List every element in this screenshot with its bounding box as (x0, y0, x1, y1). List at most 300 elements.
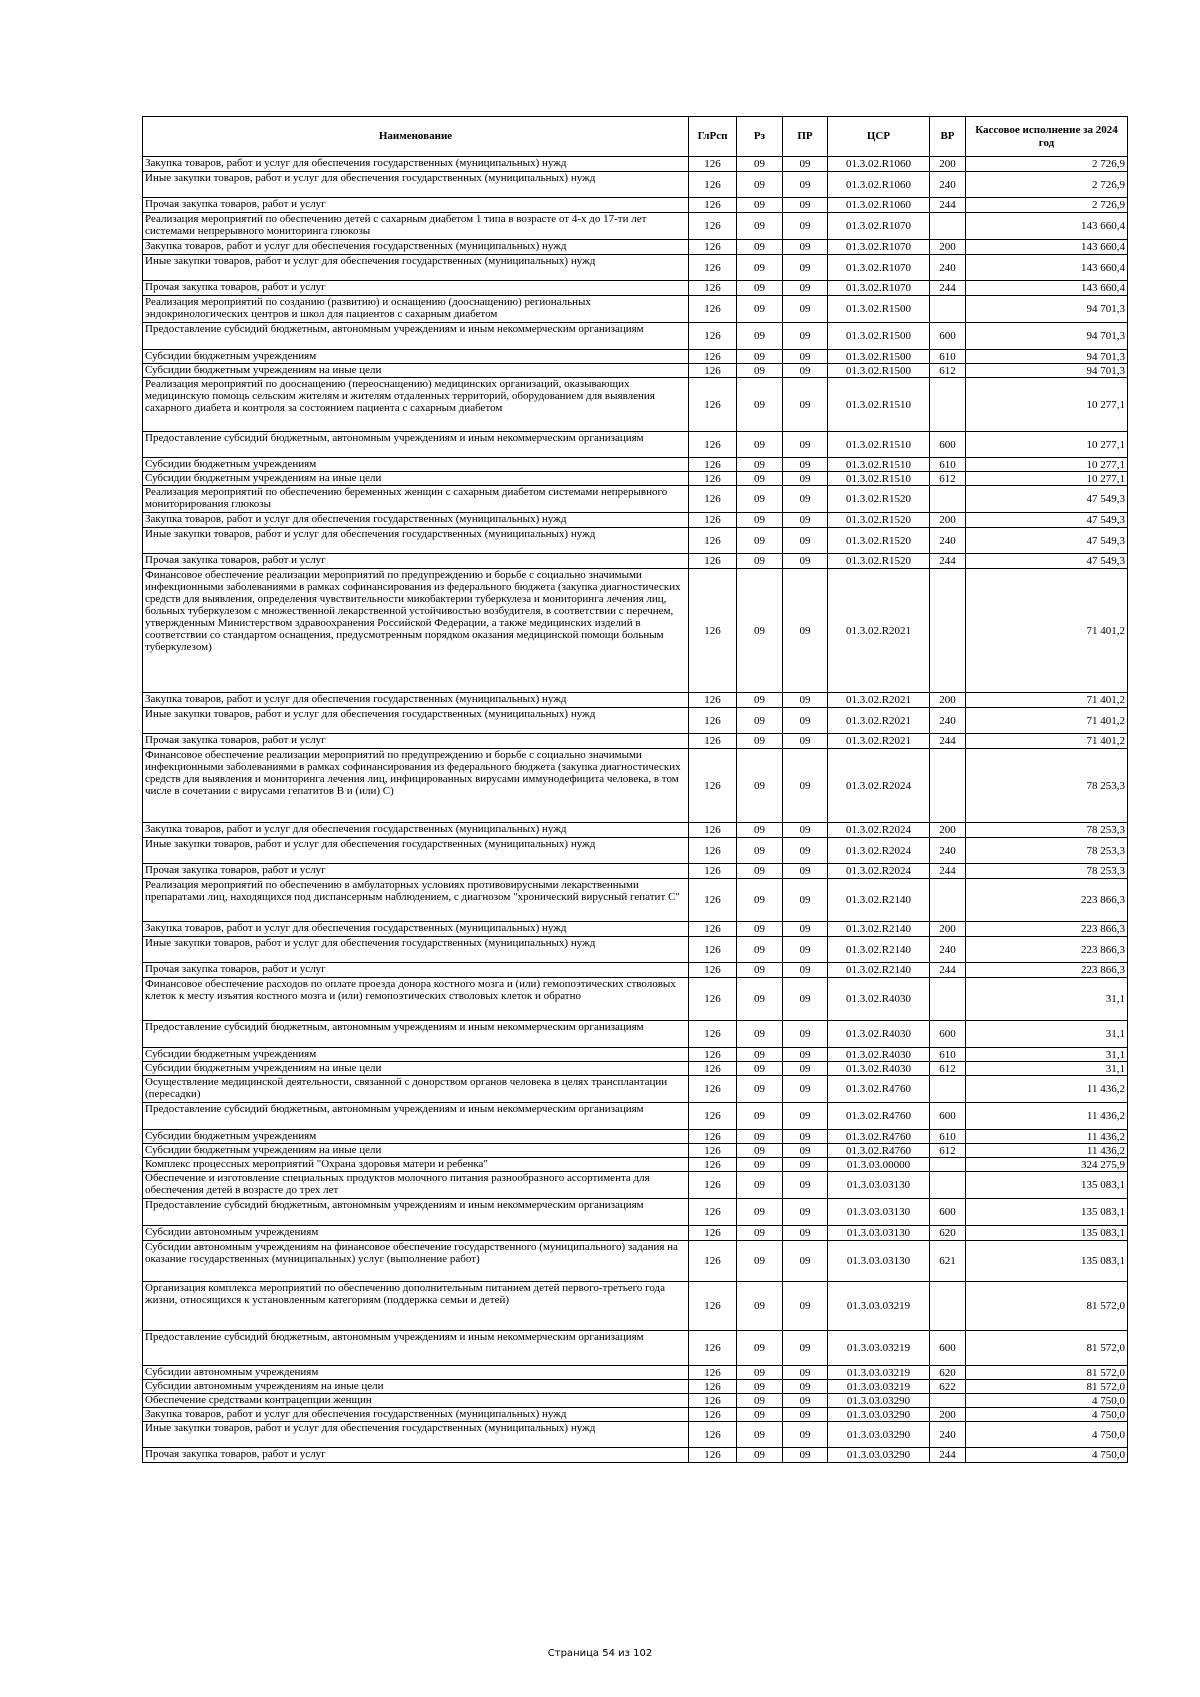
table-row (143, 1331, 1128, 1366)
table-row (143, 693, 1128, 708)
cell-amount: 78 253,3 (966, 823, 1128, 838)
cell-vr (930, 213, 966, 240)
cell-name: Субсидии автономным учреждениям (143, 1366, 689, 1380)
cell-csr: 01.3.02.R2024 (828, 838, 930, 864)
cell-vr: 600 (930, 432, 966, 458)
table-row (143, 1366, 1128, 1380)
cell-vr: 622 (930, 1380, 966, 1394)
cell-name: Закупка товаров, работ и услуг для обеспечения государственных (муниципальных) нужд (143, 823, 689, 838)
cell-amount: 94 701,3 (966, 350, 1128, 364)
header-execution: Кассовое исполнение за 2024 год (966, 117, 1128, 157)
cell-amount: 11 436,2 (966, 1076, 1128, 1103)
cell-pr: 09 (783, 1076, 828, 1103)
cell-vr (930, 1394, 966, 1408)
cell-vr: 610 (930, 1048, 966, 1062)
cell-name: Иные закупки товаров, работ и услуг для обеспечения государственных (муниципальных) нужд (143, 838, 689, 864)
cell-vr: 610 (930, 350, 966, 364)
cell-amount: 10 277,1 (966, 472, 1128, 486)
table-row (143, 1380, 1128, 1394)
cell-pr: 09 (783, 1144, 828, 1158)
cell-vr (930, 1076, 966, 1103)
cell-rz: 09 (737, 922, 783, 937)
cell-name: Иные закупки товаров, работ и услуг для обеспечения государственных (муниципальных) нужд (143, 172, 689, 198)
cell-glrsp: 126 (689, 240, 737, 255)
cell-rz: 09 (737, 1226, 783, 1241)
table-row (143, 1394, 1128, 1408)
cell-csr: 01.3.02.R2140 (828, 922, 930, 937)
page-footer: Страница 54 из 102 (547, 1648, 653, 1659)
cell-glrsp: 126 (689, 734, 737, 749)
cell-rz: 09 (737, 1199, 783, 1226)
cell-pr: 09 (783, 1380, 828, 1394)
cell-vr: 200 (930, 1408, 966, 1422)
cell-rz: 09 (737, 528, 783, 554)
cell-vr: 600 (930, 1331, 966, 1366)
cell-glrsp: 126 (689, 172, 737, 198)
cell-amount: 31,1 (966, 1062, 1128, 1076)
cell-glrsp: 126 (689, 1448, 737, 1463)
cell-name: Закупка товаров, работ и услуг для обеспечения государственных (муниципальных) нужд (143, 240, 689, 255)
table-row (143, 1422, 1128, 1448)
cell-pr: 09 (783, 1062, 828, 1076)
cell-pr: 09 (783, 323, 828, 350)
cell-name: Прочая закупка товаров, работ и услуг (143, 734, 689, 749)
cell-amount: 143 660,4 (966, 240, 1128, 255)
cell-amount: 71 401,2 (966, 708, 1128, 734)
table-row (143, 472, 1128, 486)
cell-rz: 09 (737, 323, 783, 350)
cell-name: Прочая закупка товаров, работ и услуг (143, 1448, 689, 1463)
cell-rz: 09 (737, 296, 783, 323)
cell-vr: 612 (930, 1062, 966, 1076)
cell-name: Прочая закупка товаров, работ и услуг (143, 198, 689, 213)
table-row (143, 879, 1128, 922)
cell-rz: 09 (737, 364, 783, 378)
cell-rz: 09 (737, 1422, 783, 1448)
cell-pr: 09 (783, 528, 828, 554)
cell-name: Субсидии бюджетным учреждениям (143, 1048, 689, 1062)
cell-name: Осуществление медицинской деятельности, связанной с донорством органов человека в целях трансплантации (пересадки) (143, 1076, 689, 1103)
cell-name: Прочая закупка товаров, работ и услуг (143, 963, 689, 978)
table-row (143, 1172, 1128, 1199)
cell-amount: 143 660,4 (966, 281, 1128, 296)
cell-csr: 01.3.03.03130 (828, 1172, 930, 1199)
cell-pr: 09 (783, 1158, 828, 1172)
cell-vr (930, 378, 966, 432)
table-row (143, 1130, 1128, 1144)
cell-pr: 09 (783, 172, 828, 198)
table-row (143, 937, 1128, 963)
cell-csr: 01.3.03.03219 (828, 1380, 930, 1394)
cell-rz: 09 (737, 255, 783, 281)
cell-vr: 620 (930, 1226, 966, 1241)
cell-pr: 09 (783, 1048, 828, 1062)
cell-pr: 09 (783, 823, 828, 838)
cell-pr: 09 (783, 486, 828, 513)
cell-amount: 223 866,3 (966, 922, 1128, 937)
cell-rz: 09 (737, 1048, 783, 1062)
cell-glrsp: 126 (689, 1282, 737, 1331)
cell-name: Предоставление субсидий бюджетным, автономным учреждениям и иным некоммерческим организациям (143, 432, 689, 458)
cell-csr: 01.3.02.R2140 (828, 963, 930, 978)
cell-name: Субсидии автономным учреждениям на финансовое обеспечение государственного (муниципального) задания на оказание государственных (муниципальных) услуг (выполнение работ) (143, 1241, 689, 1282)
cell-vr: 620 (930, 1366, 966, 1380)
cell-csr: 01.3.02.R1510 (828, 378, 930, 432)
cell-glrsp: 126 (689, 978, 737, 1021)
cell-amount: 135 083,1 (966, 1241, 1128, 1282)
cell-rz: 09 (737, 281, 783, 296)
cell-amount: 143 660,4 (966, 213, 1128, 240)
cell-name: Иные закупки товаров, работ и услуг для обеспечения государственных (муниципальных) нужд (143, 1422, 689, 1448)
cell-pr: 09 (783, 1331, 828, 1366)
table-row (143, 569, 1128, 693)
table-row (143, 978, 1128, 1021)
cell-name: Обеспечение и изготовление специальных продуктов молочного питания разнообразного ассортимента для обеспечения детей в возрасте до трех лет (143, 1172, 689, 1199)
cell-vr: 200 (930, 513, 966, 528)
cell-name: Субсидии автономным учреждениям на иные цели (143, 1380, 689, 1394)
cell-csr: 01.3.02.R2021 (828, 708, 930, 734)
cell-csr: 01.3.02.R1500 (828, 323, 930, 350)
table-row (143, 157, 1128, 172)
cell-glrsp: 126 (689, 1366, 737, 1380)
cell-name: Предоставление субсидий бюджетным, автономным учреждениям и иным некоммерческим организациям (143, 1103, 689, 1130)
cell-csr: 01.3.02.R1520 (828, 513, 930, 528)
cell-pr: 09 (783, 963, 828, 978)
cell-vr: 612 (930, 1144, 966, 1158)
cell-rz: 09 (737, 864, 783, 879)
cell-name: Субсидии бюджетным учреждениям на иные цели (143, 472, 689, 486)
table-row (143, 1282, 1128, 1331)
cell-vr: 244 (930, 864, 966, 879)
cell-glrsp: 126 (689, 1172, 737, 1199)
cell-csr: 01.3.02.R2024 (828, 823, 930, 838)
cell-rz: 09 (737, 1366, 783, 1380)
cell-rz: 09 (737, 1144, 783, 1158)
cell-rz: 09 (737, 172, 783, 198)
cell-csr: 01.3.02.R1060 (828, 198, 930, 213)
cell-glrsp: 126 (689, 708, 737, 734)
cell-amount: 4 750,0 (966, 1422, 1128, 1448)
cell-csr: 01.3.02.R1520 (828, 528, 930, 554)
table-row (143, 198, 1128, 213)
table-row (143, 240, 1128, 255)
cell-rz: 09 (737, 213, 783, 240)
cell-amount: 4 750,0 (966, 1394, 1128, 1408)
cell-vr: 610 (930, 458, 966, 472)
table-header-row (143, 117, 1128, 157)
table-row (143, 1103, 1128, 1130)
cell-rz: 09 (737, 1282, 783, 1331)
cell-vr: 200 (930, 922, 966, 937)
cell-vr: 240 (930, 937, 966, 963)
cell-name: Предоставление субсидий бюджетным, автономным учреждениям и иным некоммерческим организациям (143, 1199, 689, 1226)
cell-amount: 94 701,3 (966, 323, 1128, 350)
table-row (143, 963, 1128, 978)
cell-pr: 09 (783, 157, 828, 172)
cell-csr: 01.3.02.R1070 (828, 213, 930, 240)
cell-name: Прочая закупка товаров, работ и услуг (143, 864, 689, 879)
cell-csr: 01.3.03.03290 (828, 1448, 930, 1463)
table-row (143, 1048, 1128, 1062)
cell-rz: 09 (737, 1103, 783, 1130)
cell-rz: 09 (737, 1172, 783, 1199)
cell-vr: 200 (930, 157, 966, 172)
cell-pr: 09 (783, 1366, 828, 1380)
cell-glrsp: 126 (689, 350, 737, 364)
table-row (143, 1241, 1128, 1282)
cell-glrsp: 126 (689, 364, 737, 378)
cell-name: Субсидии бюджетным учреждениям на иные цели (143, 1062, 689, 1076)
cell-amount: 81 572,0 (966, 1331, 1128, 1366)
cell-pr: 09 (783, 255, 828, 281)
cell-pr: 09 (783, 240, 828, 255)
cell-csr: 01.3.02.R1510 (828, 472, 930, 486)
cell-pr: 09 (783, 554, 828, 569)
cell-amount: 47 549,3 (966, 486, 1128, 513)
cell-rz: 09 (737, 350, 783, 364)
cell-vr: 244 (930, 734, 966, 749)
cell-vr: 244 (930, 198, 966, 213)
cell-amount: 10 277,1 (966, 432, 1128, 458)
cell-name: Предоставление субсидий бюджетным, автономным учреждениям и иным некоммерческим организациям (143, 1331, 689, 1366)
cell-glrsp: 126 (689, 513, 737, 528)
cell-vr (930, 296, 966, 323)
table-row (143, 1158, 1128, 1172)
cell-glrsp: 126 (689, 1380, 737, 1394)
cell-csr: 01.3.02.R1500 (828, 350, 930, 364)
cell-vr (930, 749, 966, 823)
cell-glrsp: 126 (689, 432, 737, 458)
table-row (143, 213, 1128, 240)
cell-amount: 47 549,3 (966, 528, 1128, 554)
table-row (143, 823, 1128, 838)
cell-glrsp: 126 (689, 1062, 737, 1076)
cell-vr: 612 (930, 472, 966, 486)
cell-name: Закупка товаров, работ и услуг для обеспечения государственных (муниципальных) нужд (143, 693, 689, 708)
cell-pr: 09 (783, 458, 828, 472)
cell-glrsp: 126 (689, 1331, 737, 1366)
cell-vr: 600 (930, 1021, 966, 1048)
cell-pr: 09 (783, 213, 828, 240)
cell-name: Комплекс процессных мероприятий "Охрана здоровья матери и ребенка" (143, 1158, 689, 1172)
cell-amount: 71 401,2 (966, 693, 1128, 708)
cell-vr: 240 (930, 708, 966, 734)
cell-csr: 01.3.02.R2021 (828, 734, 930, 749)
cell-rz: 09 (737, 198, 783, 213)
cell-csr: 01.3.03.03130 (828, 1199, 930, 1226)
cell-pr: 09 (783, 1408, 828, 1422)
cell-csr: 01.3.02.R4760 (828, 1144, 930, 1158)
table-row (143, 554, 1128, 569)
cell-amount: 94 701,3 (966, 364, 1128, 378)
cell-csr: 01.3.02.R1070 (828, 240, 930, 255)
cell-csr: 01.3.02.R2024 (828, 864, 930, 879)
cell-amount: 143 660,4 (966, 255, 1128, 281)
header-glrsp: ГлРсп (689, 117, 737, 157)
cell-amount: 2 726,9 (966, 198, 1128, 213)
cell-pr: 09 (783, 472, 828, 486)
cell-rz: 09 (737, 1408, 783, 1422)
table-row (143, 1062, 1128, 1076)
cell-csr: 01.3.02.R2024 (828, 749, 930, 823)
cell-amount: 31,1 (966, 1021, 1128, 1048)
cell-pr: 09 (783, 879, 828, 922)
cell-glrsp: 126 (689, 1130, 737, 1144)
cell-pr: 09 (783, 1226, 828, 1241)
cell-csr: 01.3.02.R1510 (828, 432, 930, 458)
cell-csr: 01.3.02.R4760 (828, 1103, 930, 1130)
cell-glrsp: 126 (689, 1076, 737, 1103)
cell-name: Реализация мероприятий по созданию (развитию) и оснащению (дооснащению) региональных эндокринологических центров и школ для пациентов с сахарным диабетом (143, 296, 689, 323)
cell-csr: 01.3.02.R2021 (828, 693, 930, 708)
cell-glrsp: 126 (689, 1158, 737, 1172)
cell-name: Субсидии автономным учреждениям (143, 1226, 689, 1241)
cell-vr: 621 (930, 1241, 966, 1282)
cell-pr: 09 (783, 1422, 828, 1448)
cell-pr: 09 (783, 432, 828, 458)
cell-vr (930, 569, 966, 693)
cell-vr: 240 (930, 1422, 966, 1448)
cell-rz: 09 (737, 693, 783, 708)
cell-vr: 200 (930, 240, 966, 255)
cell-rz: 09 (737, 1158, 783, 1172)
cell-name: Финансовое обеспечение расходов по оплате проезда донора костного мозга и (или) гемопоэтических стволовых клеток к месту изъятия костного мозга и (или) гемопоэтических стволовых клеток и обратно (143, 978, 689, 1021)
cell-csr: 01.3.03.03219 (828, 1366, 930, 1380)
cell-csr: 01.3.03.03290 (828, 1422, 930, 1448)
table-row (143, 296, 1128, 323)
cell-pr: 09 (783, 734, 828, 749)
cell-glrsp: 126 (689, 472, 737, 486)
cell-glrsp: 126 (689, 1226, 737, 1241)
cell-rz: 09 (737, 1241, 783, 1282)
cell-name: Финансовое обеспечение реализации мероприятий по предупреждению и борьбе с социально значимыми инфекционными заболеваниями в рамках софинансирования из федерального бюджета (закупка диагностических средств для выявления и мониторинга лечения лиц, инфицированных вирусами иммунодефицита человека, в том числе в сочетании с вирусами гепатитов B и (или) C) (143, 749, 689, 823)
table-row (143, 255, 1128, 281)
cell-glrsp: 126 (689, 963, 737, 978)
cell-name: Реализация мероприятий по обеспечению беременных женщин с сахарным диабетом системами непрерывного мониторирования глюкозы (143, 486, 689, 513)
table-row (143, 486, 1128, 513)
budget-execution-table (142, 116, 1128, 1463)
cell-csr: 01.3.03.03290 (828, 1408, 930, 1422)
cell-amount: 47 549,3 (966, 513, 1128, 528)
table-row (143, 281, 1128, 296)
cell-name: Финансовое обеспечение реализации мероприятий по предупреждению и борьбе с социально значимыми инфекционными заболеваниями в рамках софинансирования из федерального бюджета (закупка диагностических средств для выявления, определения чувствительности микобактерии туберкулеза и мониторинга лечения лиц, больных туберкулезом с множественной лекарственной устойчивостью возбудителя, в соответствии с перечнем, утвержденным Министерством здравоохранения Российской Федерации, а также медицинских изделий в соответствии со стандартом оснащения, предусмотренным порядком оказания медицинской помощи больным туберкулезом) (143, 569, 689, 693)
cell-pr: 09 (783, 1282, 828, 1331)
cell-pr: 09 (783, 1199, 828, 1226)
cell-csr: 01.3.02.R4760 (828, 1076, 930, 1103)
cell-pr: 09 (783, 937, 828, 963)
cell-pr: 09 (783, 364, 828, 378)
cell-rz: 09 (737, 1062, 783, 1076)
cell-vr: 600 (930, 1199, 966, 1226)
cell-pr: 09 (783, 296, 828, 323)
cell-rz: 09 (737, 823, 783, 838)
cell-glrsp: 126 (689, 255, 737, 281)
table-row (143, 378, 1128, 432)
cell-name: Прочая закупка товаров, работ и услуг (143, 281, 689, 296)
cell-glrsp: 126 (689, 486, 737, 513)
cell-name: Субсидии бюджетным учреждениям (143, 350, 689, 364)
cell-glrsp: 126 (689, 198, 737, 213)
cell-amount: 47 549,3 (966, 554, 1128, 569)
cell-vr: 240 (930, 528, 966, 554)
cell-pr: 09 (783, 1241, 828, 1282)
cell-rz: 09 (737, 1130, 783, 1144)
cell-amount: 11 436,2 (966, 1130, 1128, 1144)
cell-amount: 223 866,3 (966, 963, 1128, 978)
cell-name: Прочая закупка товаров, работ и услуг (143, 554, 689, 569)
cell-glrsp: 126 (689, 1048, 737, 1062)
cell-vr: 610 (930, 1130, 966, 1144)
cell-csr: 01.3.02.R4030 (828, 978, 930, 1021)
table-row (143, 172, 1128, 198)
cell-amount: 78 253,3 (966, 838, 1128, 864)
cell-amount: 94 701,3 (966, 296, 1128, 323)
cell-name: Закупка товаров, работ и услуг для обеспечения государственных (муниципальных) нужд (143, 157, 689, 172)
cell-csr: 01.3.02.R4030 (828, 1062, 930, 1076)
cell-vr: 240 (930, 255, 966, 281)
cell-glrsp: 126 (689, 864, 737, 879)
cell-vr: 244 (930, 1448, 966, 1463)
cell-rz: 09 (737, 1021, 783, 1048)
cell-csr: 01.3.02.R1070 (828, 255, 930, 281)
cell-csr: 01.3.02.R1070 (828, 281, 930, 296)
cell-vr: 240 (930, 172, 966, 198)
table-row (143, 432, 1128, 458)
cell-amount: 78 253,3 (966, 749, 1128, 823)
cell-glrsp: 126 (689, 1241, 737, 1282)
cell-glrsp: 126 (689, 823, 737, 838)
cell-pr: 09 (783, 1448, 828, 1463)
cell-glrsp: 126 (689, 879, 737, 922)
cell-glrsp: 126 (689, 528, 737, 554)
cell-vr (930, 978, 966, 1021)
cell-glrsp: 126 (689, 378, 737, 432)
cell-amount: 135 083,1 (966, 1172, 1128, 1199)
cell-name: Иные закупки товаров, работ и услуг для обеспечения государственных (муниципальных) нужд (143, 937, 689, 963)
cell-pr: 09 (783, 1021, 828, 1048)
cell-pr: 09 (783, 281, 828, 296)
cell-rz: 09 (737, 432, 783, 458)
cell-pr: 09 (783, 693, 828, 708)
cell-csr: 01.3.02.R1500 (828, 364, 930, 378)
table-row (143, 458, 1128, 472)
cell-csr: 01.3.02.R2140 (828, 937, 930, 963)
cell-csr: 01.3.03.03219 (828, 1331, 930, 1366)
cell-rz: 09 (737, 554, 783, 569)
cell-rz: 09 (737, 513, 783, 528)
cell-glrsp: 126 (689, 281, 737, 296)
cell-name: Иные закупки товаров, работ и услуг для обеспечения государственных (муниципальных) нужд (143, 528, 689, 554)
cell-name: Закупка товаров, работ и услуг для обеспечения государственных (муниципальных) нужд (143, 513, 689, 528)
cell-amount: 2 726,9 (966, 157, 1128, 172)
cell-glrsp: 126 (689, 554, 737, 569)
cell-rz: 09 (737, 1394, 783, 1408)
table-row (143, 1076, 1128, 1103)
cell-csr: 01.3.02.R1060 (828, 172, 930, 198)
table-row (143, 364, 1128, 378)
header-name: Наименование (143, 117, 689, 157)
cell-rz: 09 (737, 838, 783, 864)
header-vr: ВР (930, 117, 966, 157)
cell-rz: 09 (737, 708, 783, 734)
cell-name: Субсидии бюджетным учреждениям на иные цели (143, 364, 689, 378)
cell-amount: 223 866,3 (966, 879, 1128, 922)
table-row (143, 513, 1128, 528)
cell-name: Организация комплекса мероприятий по обеспечению дополнительным питанием детей первого-третьего года жизни, относящихся к установленным категориям (поддержка семьи и детей) (143, 1282, 689, 1331)
cell-pr: 09 (783, 1130, 828, 1144)
cell-amount: 31,1 (966, 978, 1128, 1021)
table-row (143, 350, 1128, 364)
